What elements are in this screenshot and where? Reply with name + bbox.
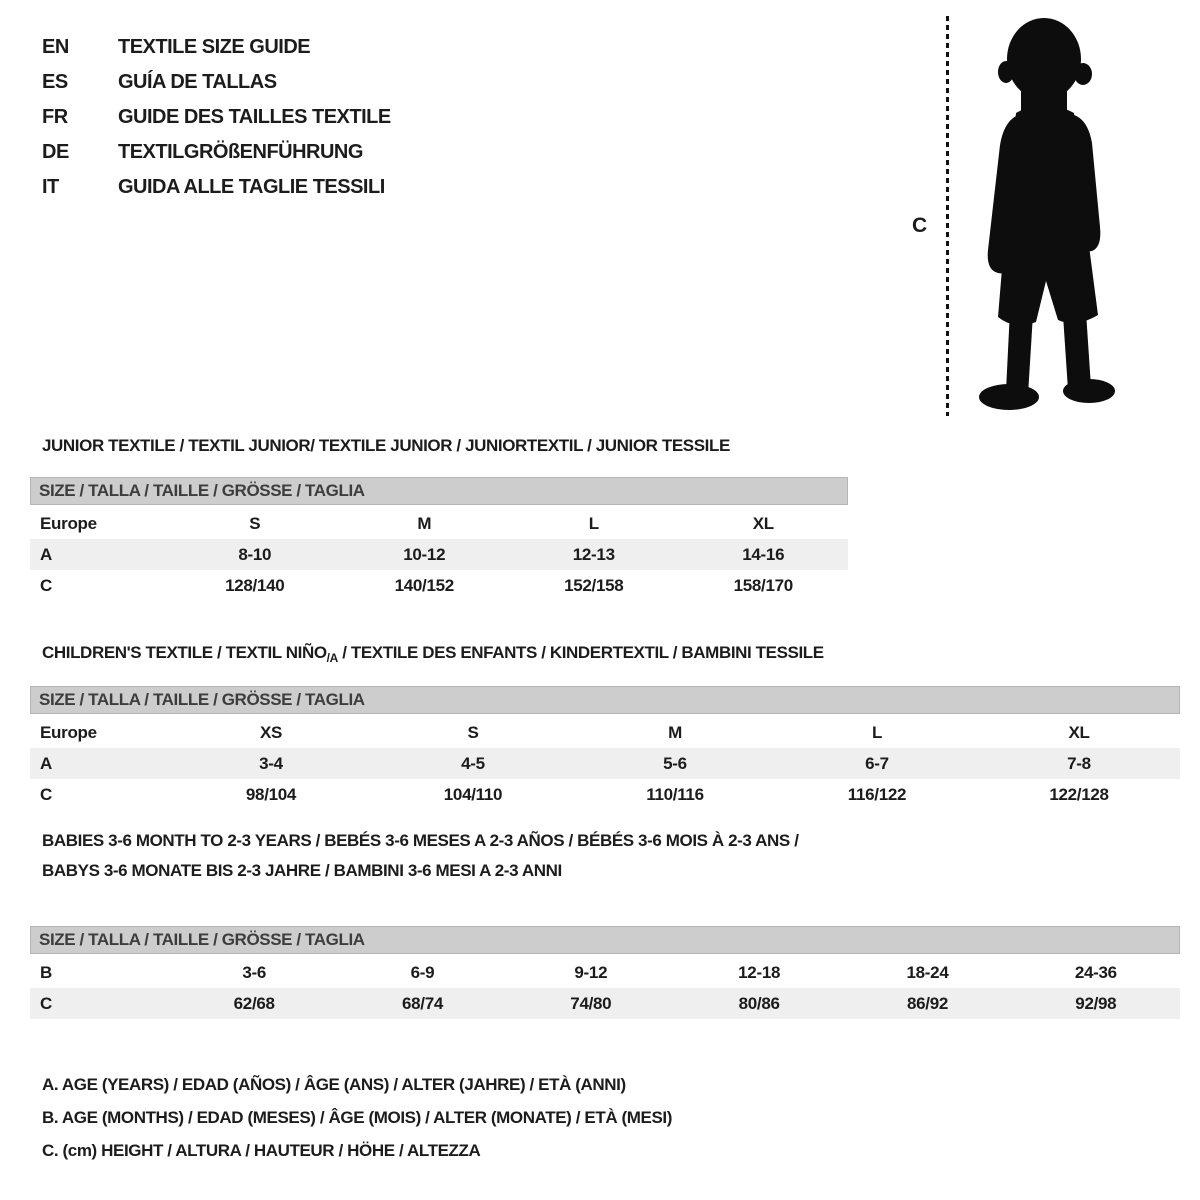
legend-line-a: A. AGE (YEARS) / EDAD (AÑOS) / ÂGE (ANS) / ALTER (JAHRE) / ETÀ (ANNI)	[42, 1074, 626, 1094]
row-label: A	[40, 544, 52, 564]
size-column-header: XS	[259, 722, 283, 742]
size-column-header: XL	[752, 513, 774, 533]
children-section-title	[42, 643, 824, 665]
children-title-suffix: / TEXTILE DES ENFANTS / KINDERTEXTIL / BAMBINI TESSILE	[337, 643, 824, 662]
babies-section-title-line1: BABIES 3-6 MONTH TO 2-3 YEARS / BEBÉS 3-6 MESES A 2-3 AÑOS / BÉBÉS 3-6 MOIS À 2-3 ANS /	[42, 831, 799, 850]
table-row-region	[30, 508, 848, 539]
row-label: C	[40, 575, 52, 595]
language-row-es	[42, 65, 391, 100]
table-row-age	[30, 539, 848, 570]
table-cell: 24-36	[1074, 962, 1117, 982]
table-cell: 62/68	[233, 993, 275, 1013]
row-label: B	[40, 962, 52, 982]
table-cell: 8-10	[238, 544, 272, 564]
junior-size-table	[30, 477, 848, 601]
table-cell: 18-24	[906, 962, 949, 982]
language-title: GUIDE DES TAILLES TEXTILE	[118, 106, 391, 128]
size-column-header: L	[588, 513, 599, 533]
table-cell: 122/128	[1049, 784, 1109, 804]
language-row-fr	[42, 100, 391, 135]
table-cell: 158/170	[733, 575, 793, 595]
row-label: A	[40, 753, 52, 773]
table-cell: 128/140	[225, 575, 285, 595]
table-row-months	[30, 957, 1180, 988]
table-cell: 86/92	[906, 993, 949, 1013]
language-title: TEXTILE SIZE GUIDE	[118, 36, 311, 58]
size-column-header: S	[249, 513, 261, 533]
children-title-subscript: /A	[326, 651, 338, 665]
babies-size-table	[30, 926, 1180, 1019]
language-code: FR	[42, 106, 68, 128]
language-row-en	[42, 30, 391, 65]
junior-size-header-bar: SIZE / TALLA / TAILLE / GRÖSSE / TAGLIA	[30, 477, 848, 505]
table-row-height	[30, 779, 1180, 810]
junior-section-title: JUNIOR TEXTILE / TEXTIL JUNIOR/ TEXTILE JUNIOR / JUNIORTEXTIL / JUNIOR TESSILE	[42, 436, 730, 455]
babies-section-title-line2: BABYS 3-6 MONATE BIS 2-3 JAHRE / BAMBINI 3-6 MESI A 2-3 ANNI	[42, 861, 562, 880]
row-label: Europe	[40, 513, 97, 533]
table-cell: 10-12	[403, 544, 446, 564]
table-cell: 14-16	[742, 544, 785, 564]
language-title: TEXTILGRÖßENFÜHRUNG	[118, 141, 363, 163]
table-cell: 98/104	[245, 784, 297, 804]
table-cell: 92/98	[1075, 993, 1117, 1013]
language-row-it	[42, 170, 391, 205]
language-code: DE	[42, 141, 69, 163]
table-cell: 9-12	[574, 962, 608, 982]
language-title-list	[42, 30, 391, 205]
table-row-height	[30, 988, 1180, 1019]
height-measure-dashed-line	[946, 16, 949, 416]
table-cell: 3-6	[242, 962, 266, 982]
size-column-header: M	[417, 513, 432, 533]
table-cell: 6-9	[410, 962, 435, 982]
row-label: C	[40, 993, 52, 1013]
table-cell: 104/110	[443, 784, 503, 804]
table-cell: 7-8	[1067, 753, 1091, 773]
language-code: EN	[42, 36, 69, 58]
table-cell: 12-18	[738, 962, 781, 982]
children-size-table	[30, 686, 1180, 810]
language-code: ES	[42, 71, 68, 93]
legend-line-b: B. AGE (MONTHS) / EDAD (MESES) / ÂGE (MOIS) / ALTER (MONATE) / ETÀ (MESI)	[42, 1107, 672, 1127]
table-cell: 80/86	[738, 993, 780, 1013]
language-title: GUIDA ALLE TAGLIE TESSILI	[118, 176, 385, 198]
table-row-region	[30, 717, 1180, 748]
row-label: Europe	[40, 722, 97, 742]
table-cell: 152/158	[564, 575, 624, 595]
table-cell: 5-6	[663, 753, 687, 773]
children-size-header-bar: SIZE / TALLA / TAILLE / GRÖSSE / TAGLIA	[30, 686, 1180, 714]
height-measure-label: C	[912, 214, 928, 237]
size-column-header: L	[871, 722, 883, 742]
table-row-age	[30, 748, 1180, 779]
table-cell: 74/80	[570, 993, 612, 1013]
table-cell: 6-7	[865, 753, 889, 773]
table-cell: 68/74	[401, 993, 444, 1013]
children-title-prefix: CHILDREN'S TEXTILE / TEXTIL NIÑO	[42, 643, 327, 662]
language-row-de	[42, 135, 391, 170]
measurement-legend	[42, 1068, 672, 1167]
table-cell: 12-13	[572, 544, 615, 564]
babies-size-header-bar: SIZE / TALLA / TAILLE / GRÖSSE / TAGLIA	[30, 926, 1180, 954]
table-row-height	[30, 570, 848, 601]
language-title: GUÍA DE TALLAS	[118, 71, 277, 93]
table-cell: 116/122	[847, 784, 907, 804]
legend-line-c: C. (cm) HEIGHT / ALTURA / HAUTEUR / HÖHE / ALTEZZA	[42, 1140, 481, 1160]
table-cell: 3-4	[259, 753, 283, 773]
size-column-header: XL	[1068, 722, 1090, 742]
toddler-silhouette	[966, 14, 1146, 416]
row-label: C	[40, 784, 52, 804]
table-cell: 4-5	[461, 753, 485, 773]
language-code: IT	[42, 176, 59, 198]
table-cell: 110/116	[646, 784, 704, 804]
size-column-header: M	[668, 722, 682, 742]
size-column-header: S	[467, 722, 479, 742]
table-cell: 140/152	[394, 575, 454, 595]
